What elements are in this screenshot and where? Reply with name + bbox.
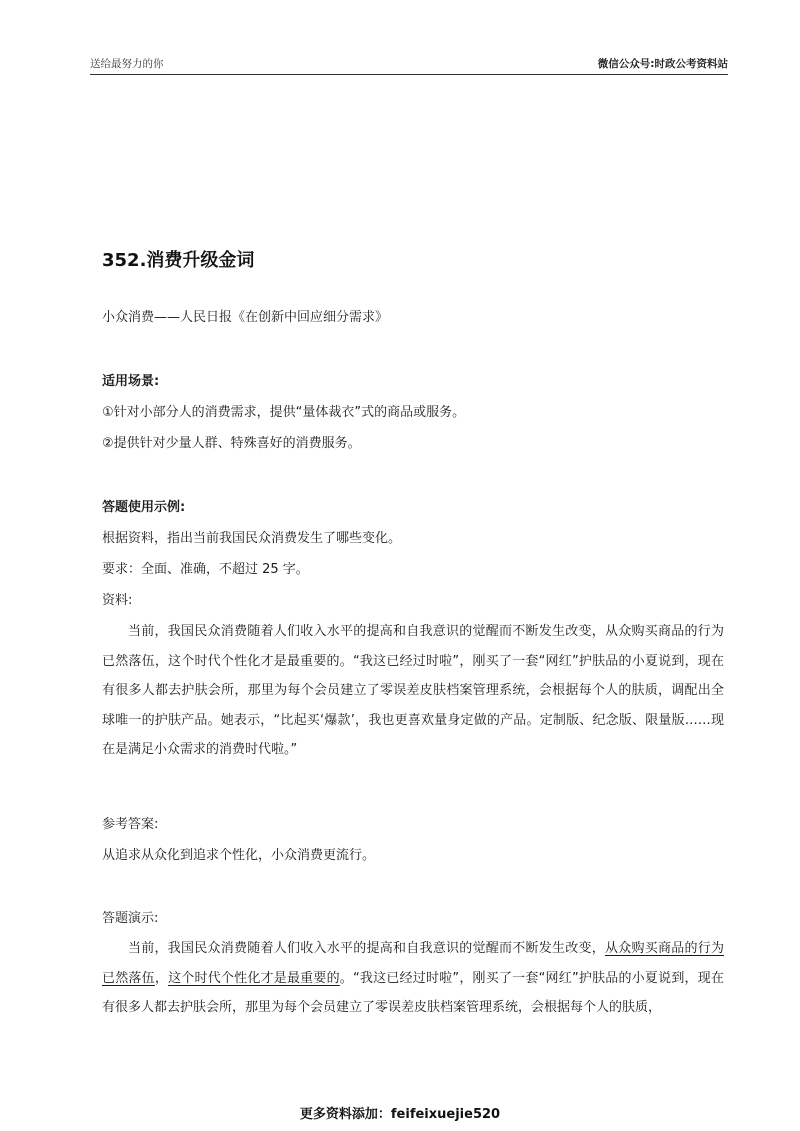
demo-text-part1: 当前，我国民众消费随着人们收入水平的提高和自我意识的觉醒而不断发生改变， <box>128 941 605 956</box>
scenarios-heading: 适用场景: <box>102 374 160 389</box>
answer-heading: 参考答案: <box>102 817 159 832</box>
header-wechat-account: 微信公众号:时政公考资料站 <box>597 58 728 70</box>
demo-heading: 答题演示: <box>102 911 159 926</box>
example-heading: 答题使用示例: <box>102 500 186 515</box>
article-title: 352.消费升级金词 <box>102 250 255 271</box>
example-requirement: 要求：全面、准确，不超过 25 字。 <box>102 562 309 577</box>
material-label: 资料: <box>102 593 133 608</box>
scenario-item-1: ①针对小部分人的消费需求，提供“量体裁衣”式的商品或服务。 <box>102 405 466 420</box>
footer-contact: 更多资料添加：feifeixuejie520 <box>299 1107 501 1122</box>
page-header <box>90 56 728 75</box>
demo-text <box>102 934 724 1023</box>
scenario-item-2: ②提供针对少量人群、特殊喜好的消费服务。 <box>102 436 361 451</box>
material-text: 当前，我国民众消费随着人们收入水平的提高和自我意识的觉醒而不断发生改变，从众购买商品的行为已然落伍，这个时代个性化才是最重要的。“我这已经过时啦”，刚买了一套“网红”护肤品的小夏说到，现在有很多人都去护肤会所，那里为每个会员建立了零误差皮肤档案管理系统，会根据每个人的肤质，调配出全球唯一的护肤产品。她表示，“比起买‘爆款’，我也更喜欢量身定做的产品。定制版、纪念版、限量版……现在是满足小众需求的消费时代啦。” <box>102 624 724 757</box>
example-question: 根据资料，指出当前我国民众消费发生了哪些变化。 <box>102 531 402 546</box>
article-source: 小众消费——人民日报《在创新中回应细分需求》 <box>102 310 389 325</box>
answer-text: 从追求从众化到追求个性化，小众消费更流行。 <box>102 848 376 863</box>
demo-underline-1: 从众购买商品的行为已然落伍 <box>102 941 724 986</box>
header-slogan: 送给最努力的你 <box>90 58 164 70</box>
demo-underline-2: 这个时代个性化才是最重要的 <box>168 970 340 986</box>
demo-text-part2: 。“我这已经过时啦”，刚买了一套“网红”护肤品的小夏说到，现在有很多人都去护肤会所，那里为每个会员建立了零误差皮肤档案管理系统，会根据每个人的肤质， <box>102 970 724 1015</box>
demo-comma: ， <box>154 970 169 986</box>
